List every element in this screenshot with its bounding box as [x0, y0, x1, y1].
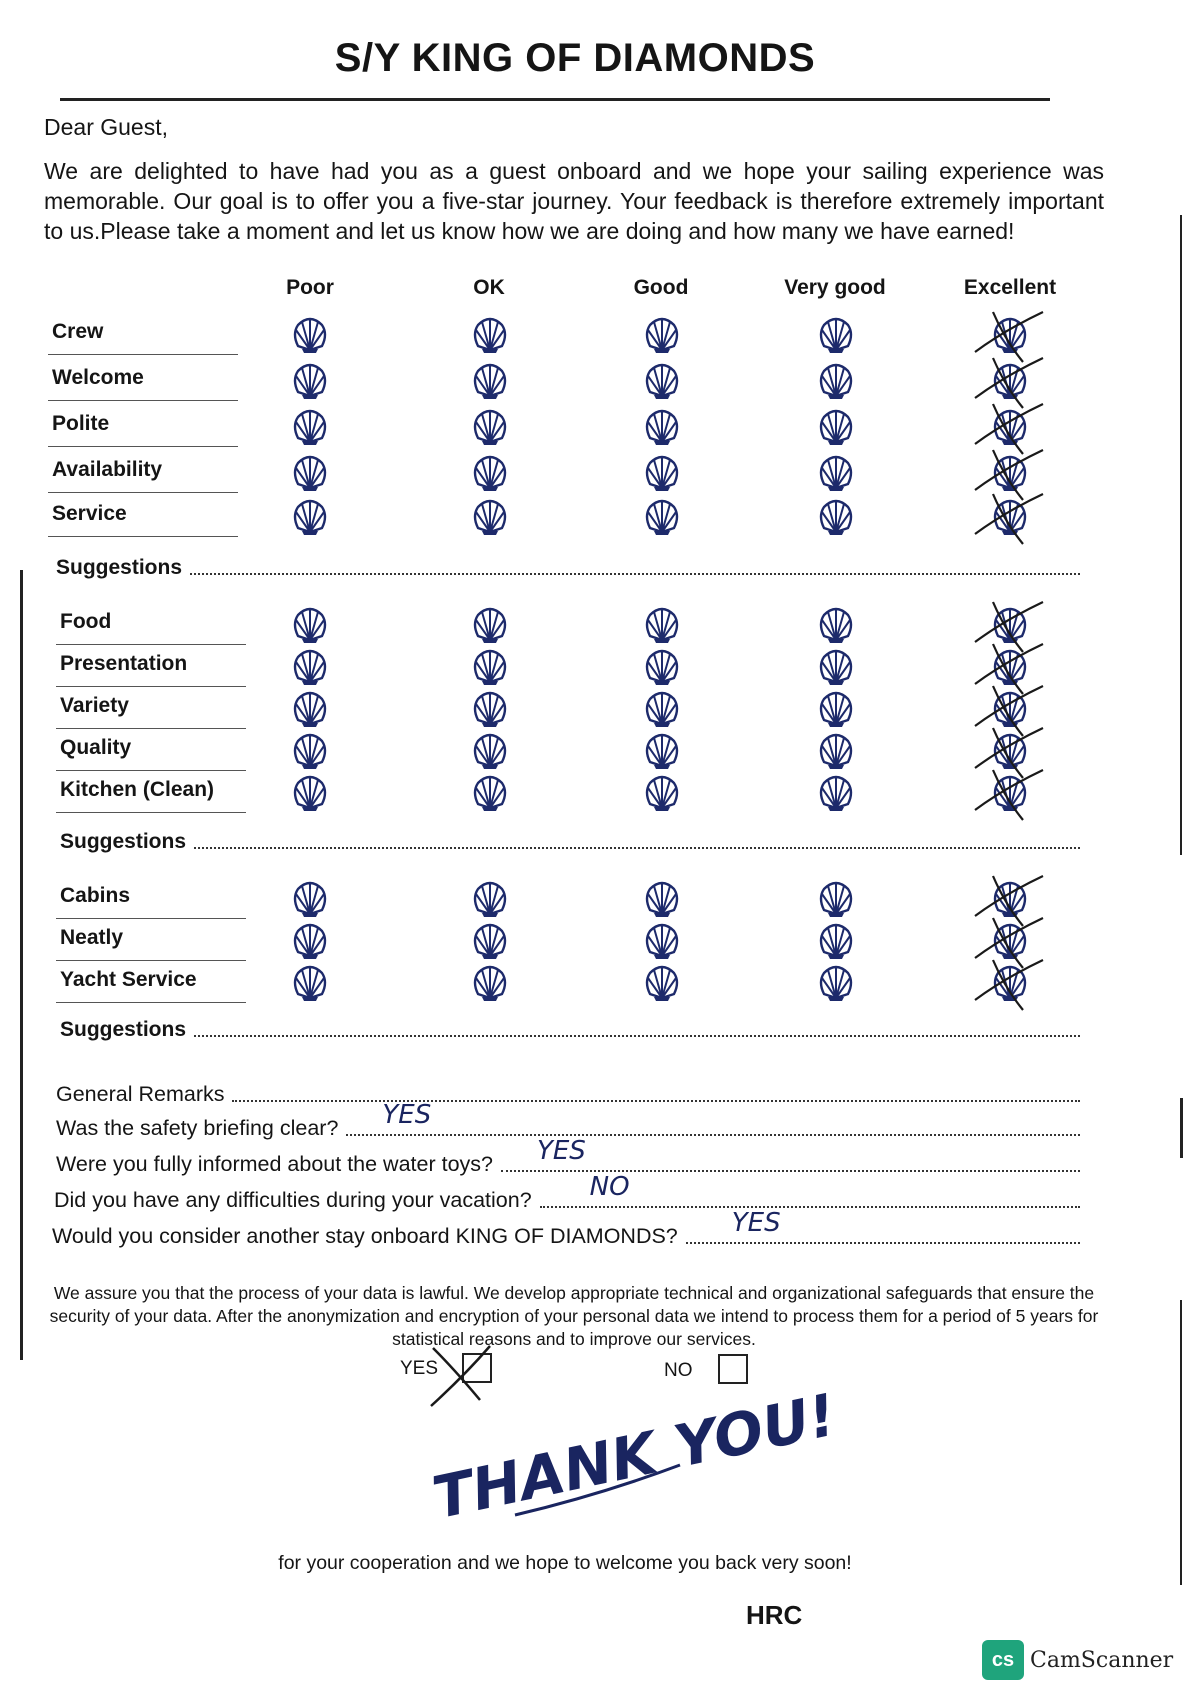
dotted-line — [194, 1035, 1080, 1037]
handwritten-answer: YES — [537, 1136, 586, 1166]
shell-icon[interactable] — [816, 774, 856, 814]
row-underline — [48, 492, 238, 493]
scan-edge-right — [1180, 215, 1182, 855]
shell-icon[interactable] — [290, 880, 330, 920]
camscanner-logo-icon: cs — [982, 1640, 1024, 1680]
dotted-line — [190, 573, 1080, 575]
shell-icon[interactable] — [816, 922, 856, 962]
question-safety-briefing[interactable]: Was the safety briefing clear? YES — [56, 1116, 1080, 1141]
shell-icon[interactable] — [470, 690, 510, 730]
intro-paragraph: We are delighted to have had you as a guest onboard and we hope your sailing experience was memorable. Our goal is to offer you a five-star journey. Your feedback is therefore extremely important to us.Please take a moment and let us know how we are doing and how many we have earned! — [44, 158, 1104, 244]
question-water-toys[interactable]: Were you fully informed about the water toys? YES — [56, 1152, 1080, 1177]
shell-icon[interactable] — [816, 732, 856, 772]
shell-icon[interactable] — [642, 498, 682, 538]
row-underline — [56, 812, 246, 813]
scan-edge-right-mark — [1180, 1098, 1183, 1158]
shell-icon[interactable] — [290, 922, 330, 962]
camscanner-watermark: cs CamScanner — [982, 1640, 1173, 1680]
question-another-stay[interactable]: Would you consider another stay onboard KING OF DIAMONDS? YES — [52, 1224, 1080, 1249]
shell-icon[interactable] — [470, 362, 510, 402]
row-underline — [48, 354, 238, 355]
rating-row-label: Food — [60, 610, 112, 633]
column-header-very-good: Very good — [784, 276, 886, 299]
shell-icon[interactable] — [470, 732, 510, 772]
shell-icon[interactable] — [290, 774, 330, 814]
shell-icon[interactable] — [470, 408, 510, 448]
column-header-poor: Poor — [286, 276, 334, 299]
shell-icon[interactable] — [642, 964, 682, 1004]
shell-icon[interactable] — [642, 732, 682, 772]
shell-icon[interactable] — [290, 316, 330, 356]
consent-no-label: NO — [664, 1360, 693, 1381]
shell-icon[interactable] — [816, 880, 856, 920]
thank-you-handwriting — [420, 1380, 842, 1533]
row-underline — [56, 770, 246, 771]
handwritten-answer: YES — [382, 1100, 432, 1130]
rating-row-label: Availability — [52, 458, 163, 481]
row-underline — [48, 446, 238, 447]
title-divider — [60, 98, 1050, 101]
rating-row-label: Polite — [52, 412, 110, 435]
general-remarks-line[interactable]: General Remarks — [56, 1082, 1080, 1107]
shell-icon[interactable] — [816, 498, 856, 538]
column-header-excellent: Excellent — [963, 276, 1057, 299]
rating-row-label: Yacht Service — [60, 968, 197, 991]
shell-icon[interactable] — [470, 606, 510, 646]
data-privacy-notice: We assure you that the process of your data is lawful. We develop appropriate technical and organizational safeguards that ensure the security of your data. After the anonymization and encryption of your personal data we intend to process them for a period of 5 years for statistical reasons and to improve our services. — [49, 1283, 1099, 1349]
shell-icon[interactable] — [290, 732, 330, 772]
rating-row-label: Presentation — [60, 652, 188, 675]
suggestions-line-cabins[interactable]: Suggestions — [60, 1018, 1080, 1042]
shell-icon[interactable] — [642, 690, 682, 730]
closing-message: for your cooperation and we hope to welcome you back very soon! — [278, 1552, 852, 1574]
rating-row-label: Variety — [60, 694, 129, 717]
shell-icon[interactable] — [642, 408, 682, 448]
rating-row-label: Quality — [60, 736, 132, 759]
consent-yes-label: YES — [400, 1358, 439, 1379]
shell-icon[interactable] — [816, 454, 856, 494]
dotted-line — [232, 1100, 1080, 1102]
shell-icon[interactable] — [470, 922, 510, 962]
shell-icon[interactable] — [290, 648, 330, 688]
row-underline — [56, 1002, 246, 1003]
shell-icon[interactable] — [470, 454, 510, 494]
cross-mark-icon — [965, 948, 1055, 1023]
shell-icon[interactable] — [642, 922, 682, 962]
row-underline — [56, 918, 246, 919]
scan-edge-right-lower — [1180, 1300, 1182, 1585]
shell-icon[interactable] — [816, 606, 856, 646]
shell-icon[interactable] — [816, 964, 856, 1004]
shell-icon[interactable] — [642, 648, 682, 688]
cross-mark-icon — [965, 758, 1055, 833]
shell-icon[interactable] — [290, 964, 330, 1004]
shell-icon[interactable] — [816, 316, 856, 356]
shell-icon[interactable] — [470, 964, 510, 1004]
rating-row-label: Kitchen (Clean) — [60, 778, 215, 801]
column-header-ok: OK — [473, 276, 505, 299]
column-header-good: Good — [633, 276, 689, 299]
shell-icon[interactable] — [642, 774, 682, 814]
cross-mark-icon — [965, 482, 1055, 557]
shell-icon[interactable] — [470, 498, 510, 538]
scan-edge-left — [20, 570, 23, 1360]
shell-icon[interactable] — [642, 316, 682, 356]
rating-row-label: Welcome — [52, 366, 144, 389]
form-title: S/Y KING OF DIAMONDS — [334, 36, 816, 80]
dotted-line — [194, 847, 1080, 849]
row-underline — [56, 686, 246, 687]
suggestions-line-crew[interactable]: Suggestions — [56, 556, 1080, 580]
consent-no-checkbox[interactable] — [718, 1354, 748, 1384]
question-difficulties[interactable]: Did you have any difficulties during your vacation? NO — [54, 1188, 1080, 1213]
shell-icon[interactable] — [290, 606, 330, 646]
svg-text:THANK YOU!: THANK YOU! — [427, 1380, 842, 1533]
rating-row-label: Neatly — [60, 926, 124, 949]
shell-icon[interactable] — [290, 408, 330, 448]
shell-icon[interactable] — [816, 690, 856, 730]
shell-icon[interactable] — [816, 648, 856, 688]
shell-icon[interactable] — [470, 774, 510, 814]
shell-icon[interactable] — [642, 606, 682, 646]
handwritten-answer: YES — [731, 1208, 781, 1238]
shell-icon[interactable] — [470, 648, 510, 688]
shell-icon[interactable] — [816, 362, 856, 402]
partial-stamp: HRC — [746, 1600, 803, 1630]
rating-row-label: Service — [52, 502, 127, 525]
rating-row-label: Cabins — [60, 884, 131, 907]
row-underline — [56, 728, 246, 729]
rating-row-label: Crew — [52, 320, 104, 343]
row-underline — [56, 960, 246, 961]
shell-icon[interactable] — [290, 454, 330, 494]
shell-icon[interactable] — [642, 362, 682, 402]
shell-icon[interactable] — [816, 408, 856, 448]
suggestions-line-food[interactable]: Suggestions — [60, 830, 1080, 854]
greeting: Dear Guest, — [44, 114, 168, 140]
shell-icon[interactable] — [642, 454, 682, 494]
row-underline — [48, 400, 238, 401]
handwritten-answer: NO — [589, 1172, 630, 1202]
shell-icon[interactable] — [470, 316, 510, 356]
row-underline — [56, 644, 246, 645]
shell-icon[interactable] — [290, 498, 330, 538]
shell-icon[interactable] — [642, 880, 682, 920]
shell-icon[interactable] — [470, 880, 510, 920]
shell-icon[interactable] — [290, 690, 330, 730]
shell-icon[interactable] — [290, 362, 330, 402]
row-underline — [48, 536, 238, 537]
